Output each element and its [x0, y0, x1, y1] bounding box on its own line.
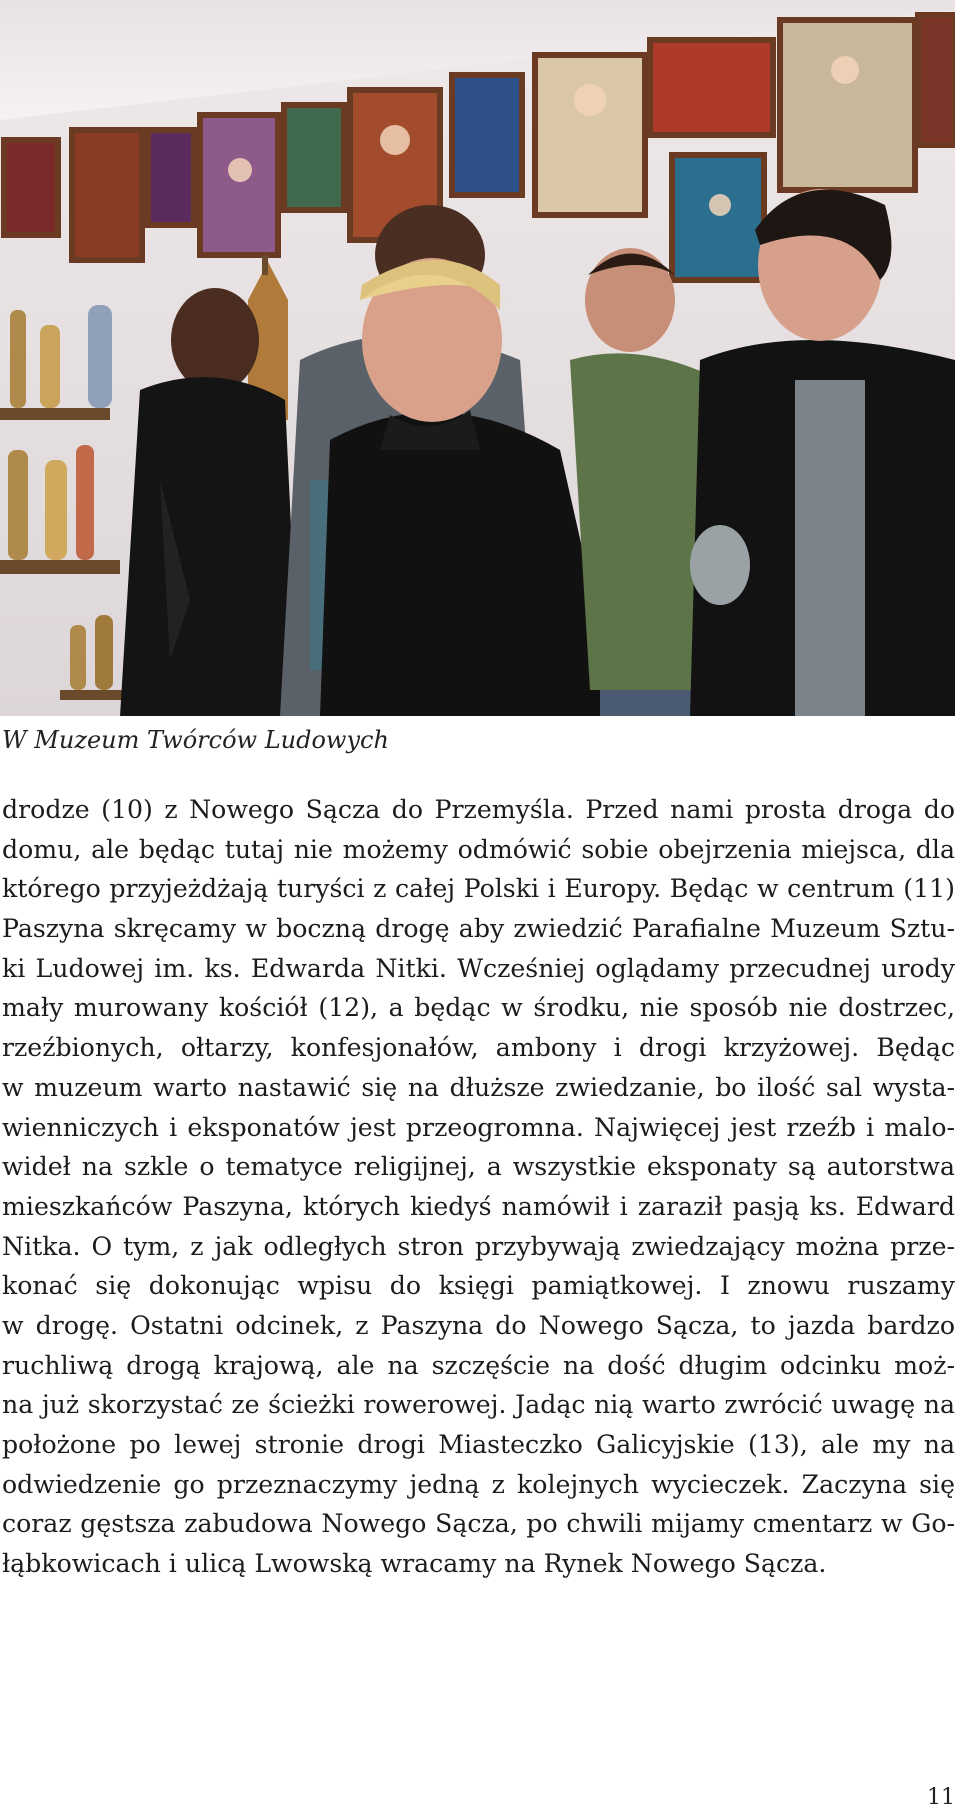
page-number: 11: [927, 1785, 955, 1810]
body-paragraph: [2, 790, 955, 1584]
paragraph-line: ki Ludowej im. ks. Edwarda Nitki. Wcześniej oglądamy przecudnej urody: [2, 953, 955, 983]
paragraph-line: drodze (10) z Nowego Sącza do Przemyśla. Przed nami prosta droga do: [2, 795, 955, 824]
paragraph-line: mały murowany kościół (12), a będąc w środku, nie sposób nie dostrzec,: [2, 993, 955, 1023]
paragraph-line: łąbkowicach i ulicą Lwowską wracamy na Rynek Nowego Sącza.: [2, 1549, 827, 1579]
paragraph-line: rzeźbionych, ołtarzy, konfesjonałów, ambony i drogi krzyżowej. Będąc: [2, 1033, 955, 1063]
paragraph-line: wienniczych i eksponatów jest przeogromna. Najwięcej jest rzeźb i malo-: [2, 1112, 955, 1142]
photo-caption: W Muzeum Twórców Ludowych: [2, 726, 389, 754]
paragraph-line: mieszkańców Paszyna, których kiedyś namówił i zaraził pasją ks. Edward: [2, 1191, 955, 1221]
paragraph-line: w muzeum warto nastawić się na dłuższe zwiedzanie, bo ilość sal wysta-: [2, 1072, 955, 1102]
paragraph-line: Nitka. O tym, z jak odległych stron przybywają zwiedzający można prze-: [2, 1231, 955, 1261]
paragraph-line: wideł na szkle o tematyce religijnej, a wszystkie eksponaty są autorstwa: [2, 1152, 955, 1182]
paragraph-line: Paszyna skręcamy w boczną drogę aby zwiedzić Parafialne Muzeum Sztu-: [2, 914, 955, 944]
paragraph-line: w drogę. Ostatni odcinek, z Paszyna do Nowego Sącza, to jazda bardzo: [2, 1310, 955, 1340]
paragraph-line: ruchliwą drogą krajową, ale na szczęście na dość długim odcinku moż-: [2, 1350, 955, 1380]
paragraph-line: na już skorzystać ze ścieżki rowerowej. Jadąc nią warto zwrócić uwagę na: [2, 1390, 955, 1420]
paragraph-line: którego przyjeżdżają turyści z całej Polski i Europy. Będąc w centrum (11): [2, 874, 955, 904]
paragraph-line: coraz gęstsza zabudowa Nowego Sącza, po chwili mijamy cmentarz w Go-: [2, 1509, 955, 1539]
paragraph-line: konać się dokonując wpisu do księgi pamiątkowej. I znowu ruszamy: [2, 1271, 955, 1301]
paragraph-line: położone po lewej stronie drogi Miasteczko Galicyjskie (13), ale my na: [2, 1430, 955, 1459]
paragraph-line: odwiedzenie go przeznaczymy jedną z kolejnych wycieczek. Zaczyna się: [2, 1469, 955, 1499]
paragraph-line: domu, ale będąc tutaj nie możemy odmówić sobie obejrzenia miejsca, dla: [2, 834, 955, 864]
museum-photo: [0, 0, 955, 716]
